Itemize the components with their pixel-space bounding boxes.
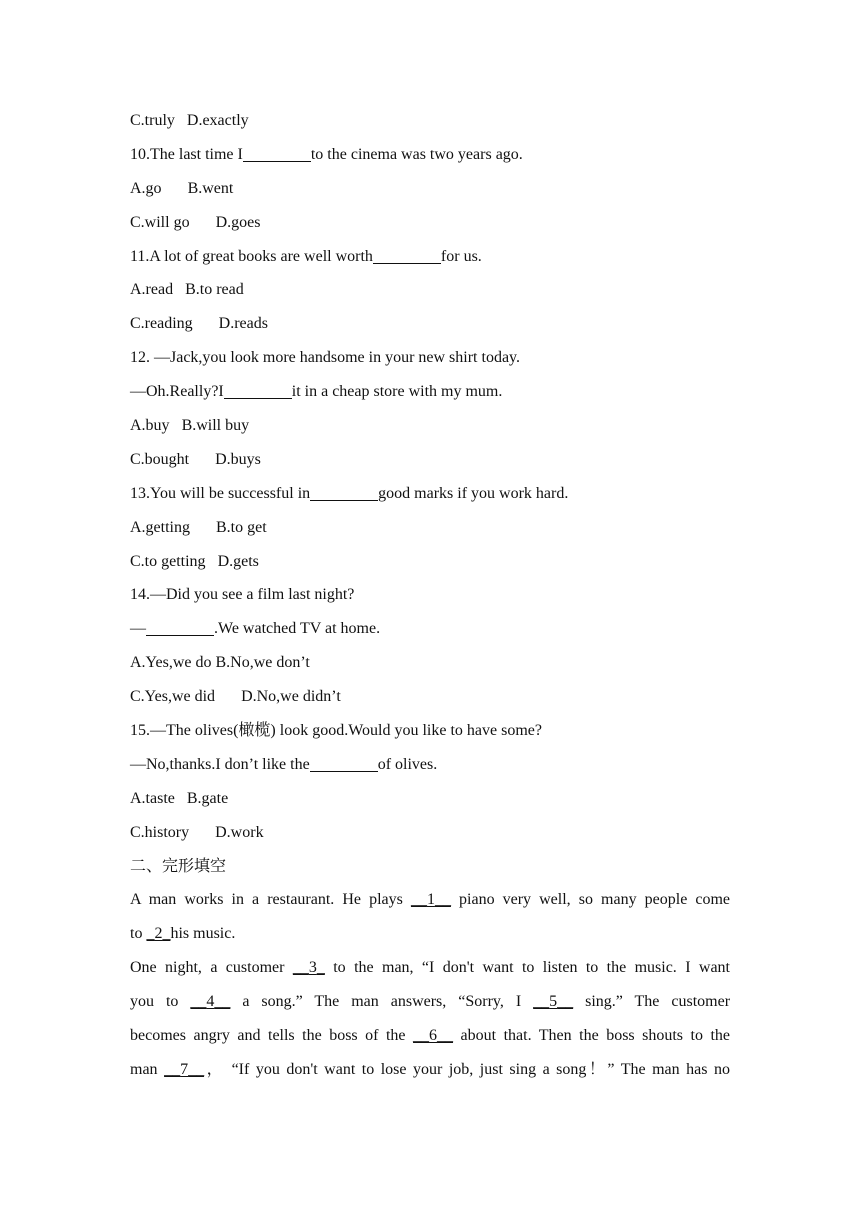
q11-stem	[130, 240, 730, 274]
q9-option-c: C.truly	[130, 112, 175, 129]
cloze-blank-7: __7__	[164, 1060, 205, 1078]
cloze-text: to	[130, 925, 143, 943]
q13-options-ab	[130, 511, 730, 545]
answer-blank	[224, 380, 292, 399]
q15-line1: 15.—The olives(橄榄) look good.Would you like to have some?	[130, 722, 542, 740]
q11-option-d: D.reads	[218, 315, 268, 333]
q12-line1: 12. —Jack,you look more handsome in your new shirt today.	[130, 349, 521, 367]
q13-option-a: A.getting	[130, 518, 190, 536]
cloze-text: his music.	[170, 925, 236, 943]
cloze-text: piano very well, so many people come	[459, 891, 731, 909]
q15-option-b: B.gate	[186, 789, 229, 807]
q14-line1: 14.—Did you see a film last night?	[130, 586, 355, 604]
answer-blank	[310, 482, 378, 501]
q12-stem	[130, 341, 730, 375]
q12-option-a: A.buy	[130, 417, 170, 435]
q15-options-ab	[130, 782, 730, 816]
q12-option-c: C.bought	[130, 450, 190, 468]
cloze-text: you to	[130, 993, 179, 1011]
q10-options-cd	[130, 206, 730, 240]
q14-response-post: .We watched TV at home.	[214, 620, 381, 638]
cloze-blank-number: 5	[549, 993, 558, 1011]
q14-options-ab	[130, 646, 730, 680]
cloze-text: ， “If you don't want to lose your job, just sing a song！” The man has no	[204, 1060, 730, 1078]
cloze-line-6	[130, 1053, 730, 1087]
q12-response-pre: —Oh.Really?I	[130, 383, 224, 401]
cloze-blank-4: __4__	[190, 993, 231, 1011]
cloze-text: a song.” The man answers, “Sorry, I	[242, 993, 522, 1011]
cloze-line-3	[130, 951, 730, 985]
q11-option-b: B.to read	[185, 281, 244, 299]
q10-stem	[130, 138, 730, 172]
section-heading-text: 二、完形填空	[130, 857, 227, 875]
cloze-blank-number: 7	[180, 1060, 189, 1078]
q11-stem-post: for us.	[440, 247, 482, 265]
cloze-text: man	[130, 1060, 158, 1078]
cloze-blank-1: __1__	[410, 891, 451, 909]
cloze-text: One night, a customer	[130, 959, 285, 977]
section-heading	[130, 850, 730, 884]
q15-option-a: A.taste	[130, 789, 175, 807]
q12-options-cd	[130, 443, 730, 477]
q13-option-d: D.gets	[217, 552, 259, 570]
q11-options-cd	[130, 307, 730, 341]
q15-options-cd	[130, 816, 730, 850]
cloze-line-2	[130, 917, 730, 951]
q12-response-post: it in a cheap store with my mum.	[291, 383, 503, 401]
q13-stem	[130, 477, 730, 511]
q15-response-pre: —No,thanks.I don’t like the	[130, 755, 310, 773]
answer-blank	[243, 143, 311, 162]
q15-response	[130, 748, 730, 782]
cloze-text: to the man, “I don't want to listen to the music. I want	[333, 959, 731, 977]
q11-option-a: A.read	[130, 281, 174, 299]
q13-stem-pre: 13.You will be successful in	[130, 484, 311, 502]
answer-blank	[373, 245, 441, 264]
cloze-blank-number: 2	[154, 925, 163, 943]
q14-response-pre: —	[130, 620, 146, 638]
cloze-blank-2: _2_	[146, 925, 171, 943]
q9-option-d: D.exactly	[186, 112, 249, 129]
q15-option-d: D.work	[215, 823, 264, 841]
q14-options-cd	[130, 680, 730, 714]
answer-blank	[310, 753, 378, 772]
q15-response-post: of olives.	[377, 755, 438, 773]
q15-stem	[130, 714, 730, 748]
worksheet-page	[130, 104, 730, 1087]
q10-option-b: B.went	[187, 179, 234, 197]
q12-option-b: B.will buy	[181, 417, 250, 435]
q10-option-c: C.will go	[130, 213, 190, 231]
cloze-blank-6: __6__	[413, 1027, 454, 1045]
answer-blank	[146, 617, 214, 636]
q11-option-c: C.reading	[130, 315, 193, 333]
cloze-blank-number: 1	[426, 891, 435, 909]
q14-option-a: A.Yes,we do	[130, 654, 212, 672]
cloze-text: A man works in a restaurant. He plays	[130, 891, 403, 909]
cloze-blank-number: 4	[206, 993, 215, 1011]
q12-options-ab	[130, 409, 730, 443]
q13-stem-post: good marks if you work hard.	[378, 484, 569, 502]
q10-option-d: D.goes	[215, 213, 261, 231]
q14-response	[130, 612, 730, 646]
q9-options-cd	[130, 104, 730, 138]
cloze-blank-5: __5__	[533, 993, 574, 1011]
cloze-text: sing.” The customer	[585, 993, 731, 1011]
q12-option-d: D.buys	[215, 450, 261, 468]
q13-option-c: C.to getting	[130, 552, 206, 570]
q11-stem-pre: 11.A lot of great books are well worth	[130, 247, 373, 265]
q13-option-b: B.to get	[216, 518, 267, 536]
cloze-line-1	[130, 883, 730, 917]
q14-option-b: B.No,we don’t	[215, 654, 310, 672]
q10-stem-post: to the cinema was two years ago.	[310, 145, 523, 163]
q15-option-c: C.history	[130, 823, 190, 841]
cloze-text: becomes angry and tells the boss of the	[130, 1027, 406, 1045]
q14-option-c: C.Yes,we did	[130, 688, 216, 706]
q11-options-ab	[130, 273, 730, 307]
q10-options-ab	[130, 172, 730, 206]
cloze-line-5	[130, 1019, 730, 1053]
cloze-blank-3: __3_	[292, 959, 325, 977]
q13-options-cd	[130, 545, 730, 579]
q14-stem	[130, 578, 730, 612]
cloze-line-4	[130, 985, 730, 1019]
q10-option-a: A.go	[130, 179, 162, 197]
q14-option-d: D.No,we didn’t	[241, 688, 341, 706]
q12-response	[130, 375, 730, 409]
cloze-blank-number: 3	[308, 959, 317, 977]
cloze-text: about that. Then the boss shouts to the	[460, 1027, 731, 1045]
q10-stem-pre: 10.The last time I	[130, 145, 243, 163]
cloze-blank-number: 6	[429, 1027, 438, 1045]
